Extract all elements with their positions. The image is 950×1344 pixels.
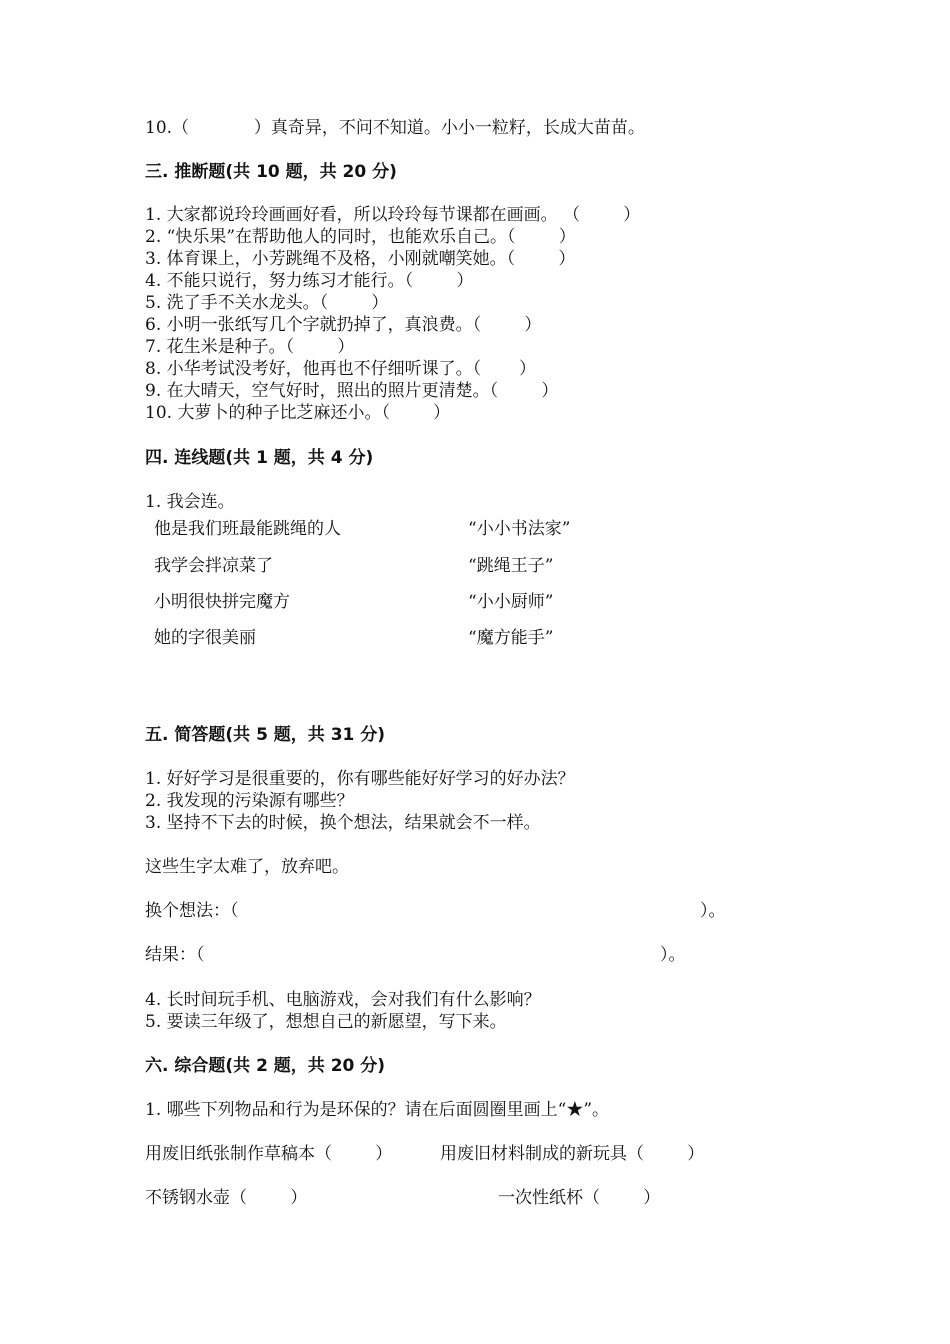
short-answer-item: 5. 要读三年级了，想想自己的新愿望，写下来。 [145,1012,507,1032]
eco-option: 用废旧纸张制作草稿本（ ） [145,1144,393,1164]
section5-title: 五. 简答题(共 5 题，共 31 分) [145,725,386,745]
judgment-item: 6. 小明一张纸写几个字就扔掉了，真浪费。（ ） [145,315,542,335]
short-answer-item: 2. 我发现的污染源有哪些？ [145,791,354,811]
matching-left-item: 我学会拌凉菜了 [154,556,273,576]
scenario-statement: 这些生字太难了，放弃吧。 [145,857,349,877]
eco-option: 用废旧材料制成的新玩具（ ） [440,1144,705,1164]
matching-left-item: 小明很快拼完魔方 [154,592,290,612]
judgment-item: 1. 大家都说玲玲画画好看，所以玲玲每节课都在画画。 （ ） [145,205,641,225]
judgment-item: 9. 在大晴天，空气好时，照出的照片更清楚。（ ） [145,381,559,401]
matching-question: 1. 我会连。 [145,492,235,512]
matching-right-item: “小小厨师” [468,592,554,612]
matching-right-item: “跳绳王子” [468,556,554,576]
short-answer-item: 4. 长时间玩手机、电脑游戏，会对我们有什么影响？ [145,990,541,1010]
matching-right-item: “小小书法家” [468,519,571,539]
alternative-thought-label: 换个想法：（ [145,901,239,921]
eco-option: 不锈钢水壶（ ） [145,1188,308,1208]
section3-title: 三. 推断题(共 10 题，共 20 分) [145,162,397,182]
judgment-item: 3. 体育课上，小芳跳绳不及格，小刚就嘲笑她。（ ） [145,249,576,269]
judgment-item: 7. 花生米是种子。（ ） [145,337,355,357]
short-answer-item: 3. 坚持不下去的时候，换个想法，结果就会不一样。 [145,813,541,833]
section6-title: 六. 综合题(共 2 题，共 20 分) [145,1056,386,1076]
alternative-thought-close: ）。 [700,901,726,921]
fill-blank-item-10: 10.（ ）真奇异，不问不知道。小小一粒籽，长成大苗苗。 [145,118,645,138]
judgment-item: 2. “快乐果”在帮助他人的同时，也能欢乐自己。（ ） [145,227,576,247]
matching-right-item: “魔方能手” [468,628,554,648]
judgment-item: 10. 大萝卜的种子比芝麻还小。（ ） [145,403,451,423]
eco-option: 一次性纸杯（ ） [498,1188,661,1208]
judgment-item: 8. 小华考试没考好，他再也不仔细听课了。（ ） [145,359,536,379]
matching-left-item: 她的字很美丽 [154,628,256,648]
judgment-item: 4. 不能只说行，努力练习才能行。（ ） [145,271,474,291]
section4-title: 四. 连线题(共 1 题，共 4 分) [145,448,374,468]
result-close: ）。 [660,945,686,965]
judgment-item: 5. 洗了手不关水龙头。（ ） [145,293,389,313]
comprehensive-question: 1. 哪些下列物品和行为是环保的？请在后面圆圈里画上“★”。 [145,1100,610,1120]
matching-left-item: 他是我们班最能跳绳的人 [154,519,341,539]
short-answer-item: 1. 好好学习是很重要的，你有哪些能好好学习的好办法？ [145,769,575,789]
result-label: 结果：（ [145,945,205,965]
